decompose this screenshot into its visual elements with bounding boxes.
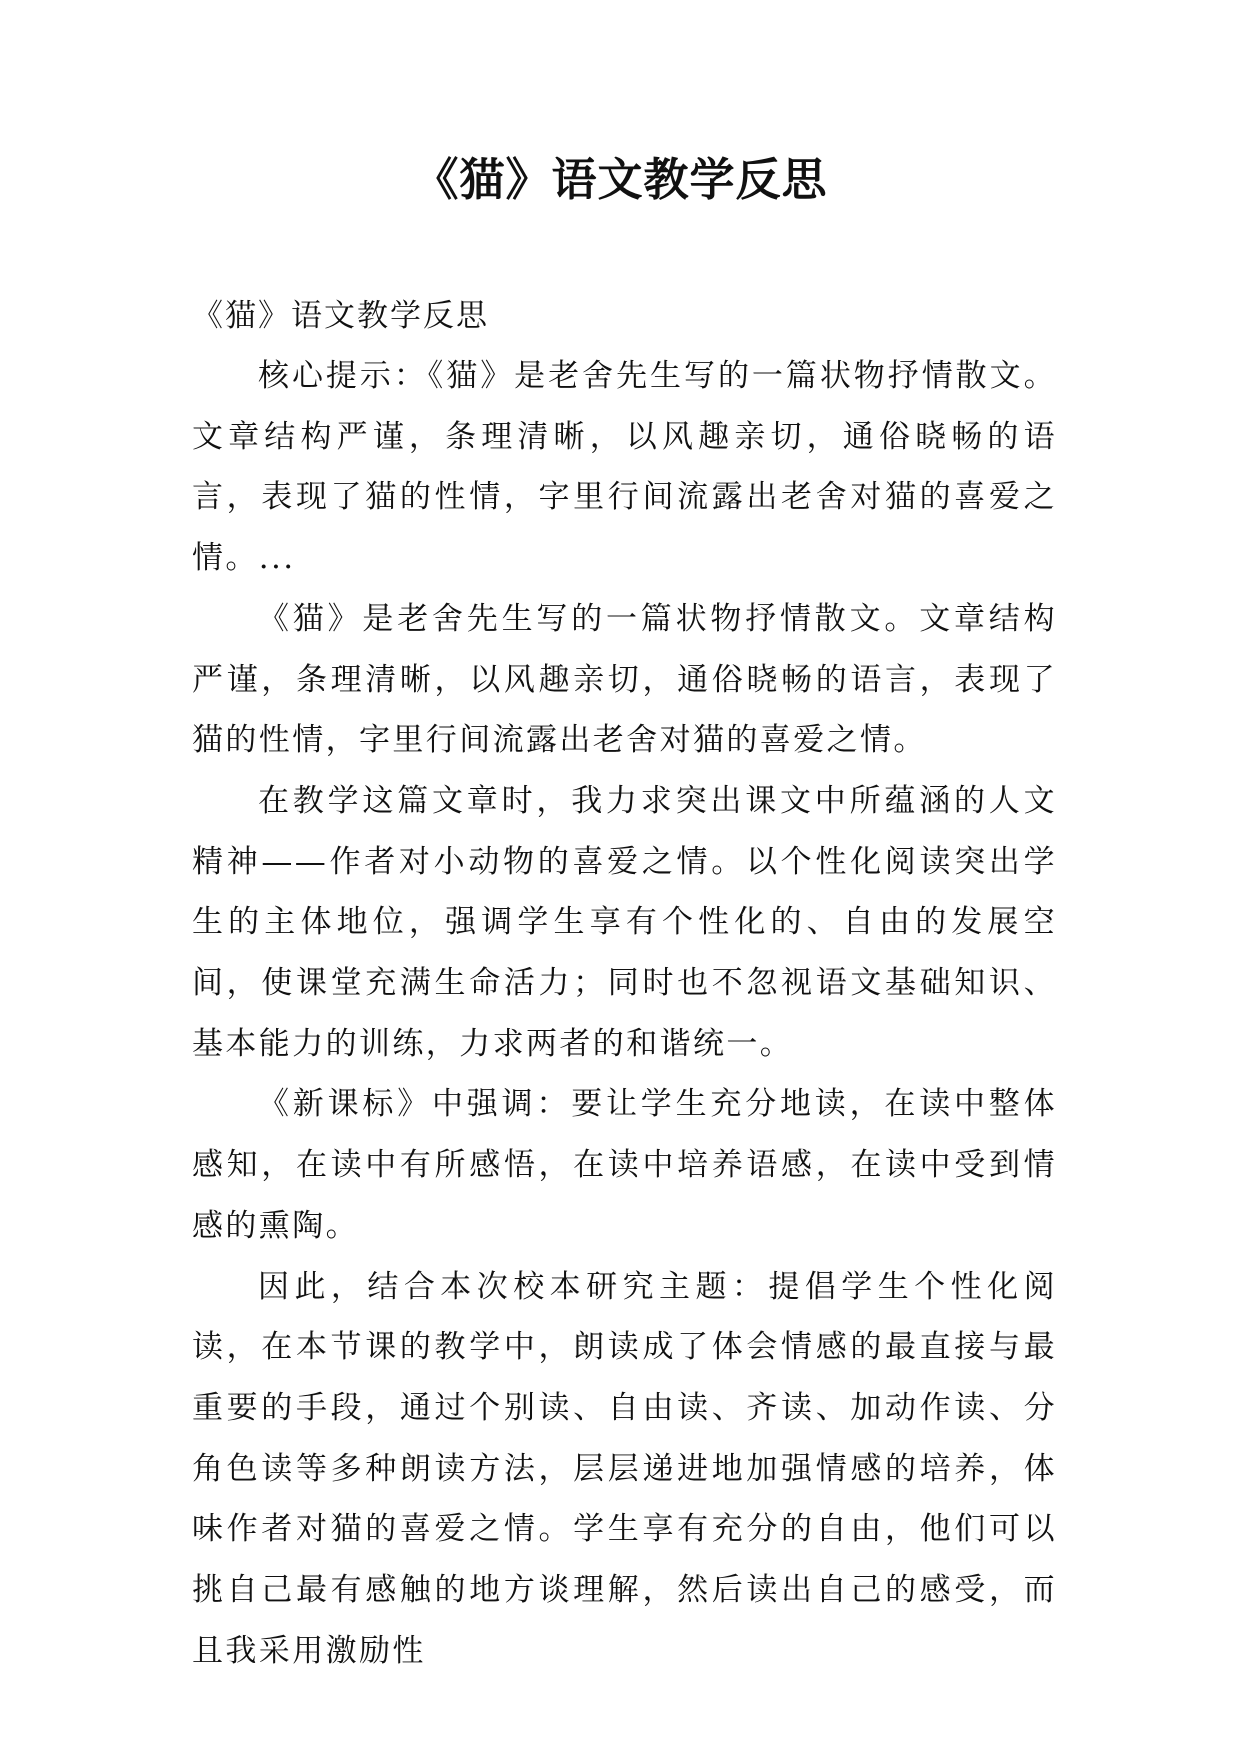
- document-subtitle: 《猫》语文教学反思: [192, 298, 489, 334]
- paragraph-new-curriculum: 《新课标》中强调：要让学生充分地读，在读中整体感知，在读中有所感悟，在读中培养语感，在读中受到情感的熏陶。: [192, 1086, 1057, 1244]
- paragraph-intro: 《猫》是老舍先生写的一篇状物抒情散文。文章结构严谨，条理清晰，以风趣亲切，通俗晓畅的语言，表现了猫的性情，字里行间流露出老舍对猫的喜爱之情。: [192, 600, 1057, 759]
- paragraph-reading-methods: 因此，结合本次校本研究主题：提倡学生个性化阅读，在本节课的教学中，朗读成了体会情感的最直接与最重要的手段，通过个别读、自由读、齐读、加动作读、分角色读等多种朗读方法，层层递进地加强情感的培养，体味作者对猫的喜爱之情。学生享有充分的自由，他们可以挑自己最有感触的地方谈理解，然后读出自己的感受，而且我采用激励性: [192, 1268, 1057, 1669]
- document-body: [192, 286, 1057, 1681]
- document-title: 《猫》语文教学反思: [413, 153, 828, 206]
- paragraph-core-tip: 核心提示：《猫》是老舍先生写的一篇状物抒情散文。文章结构严谨，条理清晰，以风趣亲切，通俗晓畅的语言，表现了猫的性情，字里行间流露出老舍对猫的喜爱之情。...: [192, 358, 1057, 577]
- paragraph-teaching-goal: 在教学这篇文章时，我力求突出课文中所蕴涵的人文精神——作者对小动物的喜爱之情。以个性化阅读突出学生的主体地位，强调学生享有个性化的、自由的发展空间，使课堂充满生命活力；同时也不忽视语文基础知识、基本能力的训练，力求两者的和谐统一。: [192, 782, 1057, 1062]
